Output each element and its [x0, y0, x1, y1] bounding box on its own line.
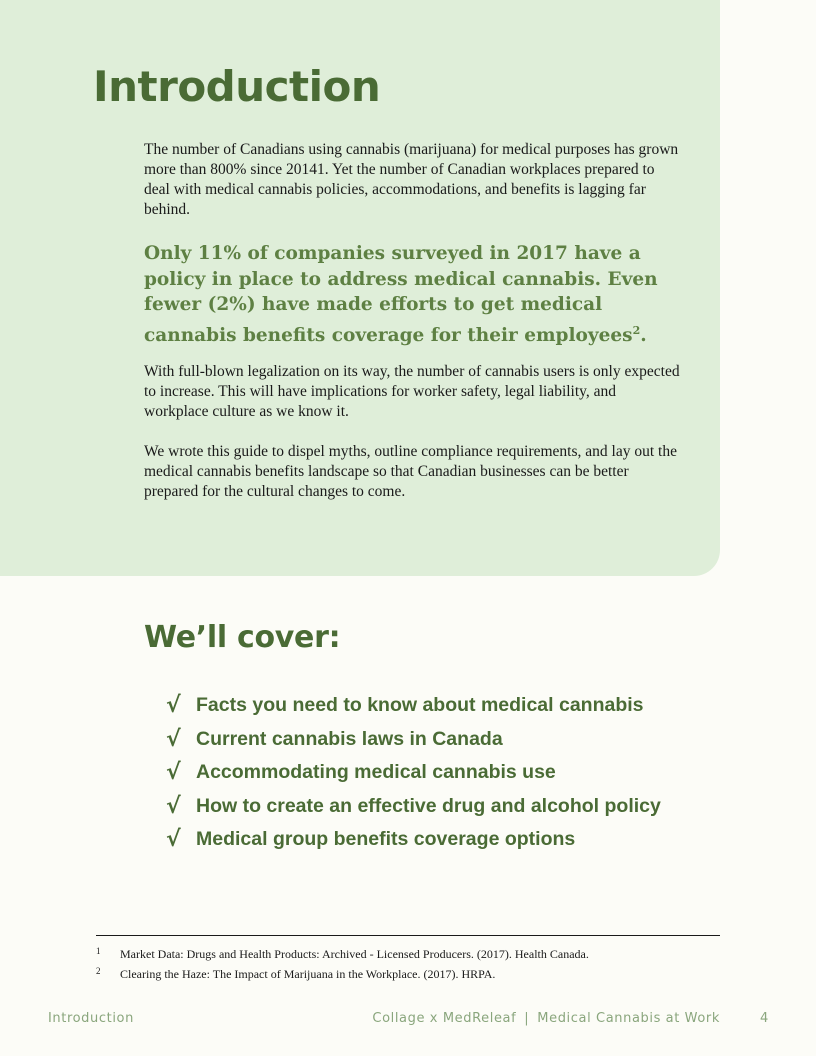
list-item-label: How to create an effective drug and alcohol policy — [196, 794, 661, 817]
footnote-text: Market Data: Drugs and Health Products: Archived - Licensed Producers. (2017). Health Canada. — [120, 947, 589, 961]
list-item — [166, 756, 661, 790]
footer-doc-title: Medical Cannabis at Work — [537, 1011, 720, 1026]
list-item-label: Current cannabis laws in Canada — [196, 727, 503, 750]
list-item — [166, 723, 661, 757]
list-item-label: Facts you need to know about medical cannabis — [196, 694, 644, 717]
footnote-divider — [96, 935, 720, 936]
page-title: Introduction — [93, 62, 381, 111]
list-item-label: Medical group benefits coverage options — [196, 828, 576, 851]
page-number: 4 — [760, 1011, 769, 1026]
footer-publisher: Collage x MedReleaf — [372, 1011, 517, 1026]
cover-title: We’ll cover: — [144, 620, 341, 655]
footnote-2 — [96, 967, 495, 982]
check-icon: √ — [166, 793, 181, 819]
check-icon: √ — [166, 827, 181, 853]
callout-text: Only 11% of companies surveyed in 2017 have a policy in place to address medical cannabis. Even fewer (2%) have made efforts to get medical cannabis benefits coverage for their employees — [144, 243, 658, 346]
list-item — [166, 689, 661, 723]
check-icon: √ — [166, 726, 181, 752]
footer-doc-info — [372, 1011, 720, 1026]
footer-separator: | — [524, 1011, 530, 1026]
callout-period: . — [640, 324, 647, 346]
intro-paragraph-1: The number of Canadians using cannabis (marijuana) for medical purposes has grown more than 800% since 20141. Yet the number of Canadian workplaces prepared to deal with medical cannabis policies, accommodations, and benefits is lagging far behind. — [144, 141, 679, 218]
footer-section-label: Introduction — [48, 1011, 134, 1026]
cover-list — [166, 689, 661, 857]
check-icon: √ — [166, 760, 181, 786]
list-item-label: Accommodating medical cannabis use — [196, 761, 556, 784]
list-item — [166, 790, 661, 824]
callout-statistic — [144, 241, 684, 348]
footnote-number: 1 — [96, 946, 101, 956]
intro-paragraph-2: With full-blown legalization on its way, the number of cannabis users is only expected to increase. This will have implications for worker safety, legal liability, and workplace culture as we know it. — [144, 363, 680, 420]
callout-footnote-ref[interactable]: 2 — [632, 323, 641, 337]
intro-paragraph-3: We wrote this guide to dispel myths, outline compliance requirements, and lay out the medical cannabis benefits landscape so that Canadian businesses can be better prepared for the cultural changes to come. — [144, 443, 677, 500]
check-icon: √ — [166, 693, 181, 719]
footnote-text: Clearing the Haze: The Impact of Marijuana in the Workplace. (2017). HRPA. — [120, 967, 496, 981]
footnote-1 — [96, 947, 589, 962]
list-item — [166, 823, 661, 857]
footnote-number: 2 — [96, 966, 101, 976]
